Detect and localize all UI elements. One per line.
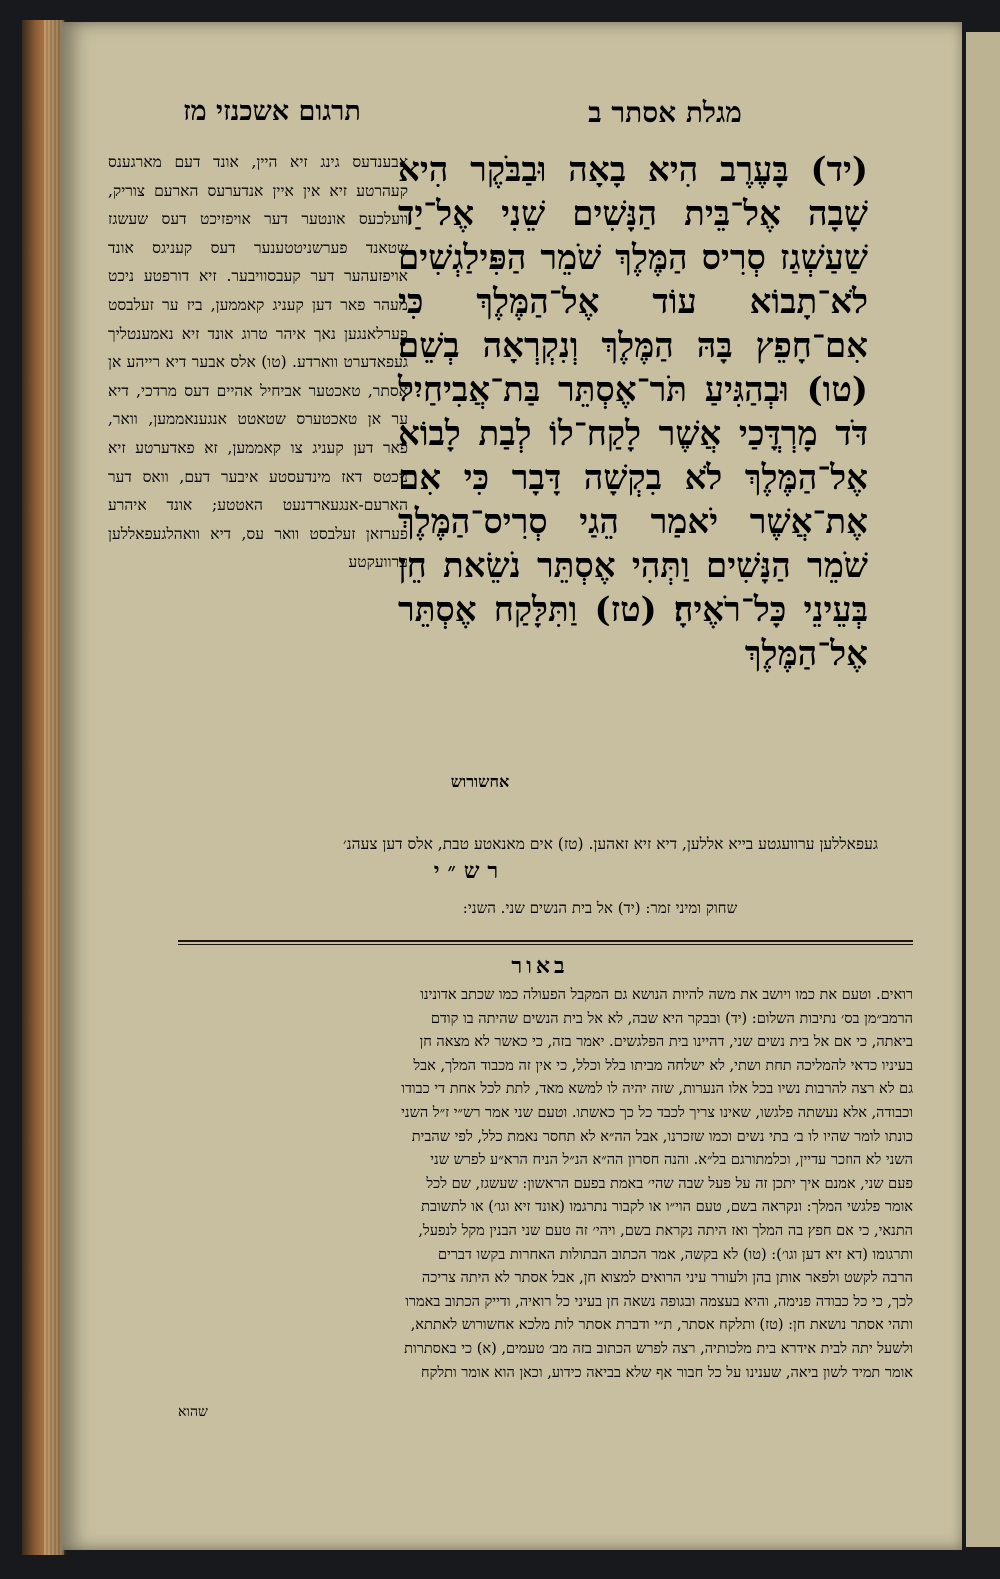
- biur-line: התנאי, כי אם חפץ בה המלך ואז היתה נקראת בשם, ויהי׳ זה טעם שני הבנין מקל לנפעל,: [418, 1222, 913, 1239]
- biur-line: ותרגומו (דא זיא דען וגו׳): (טו) לא בקשה, אמר הכתוב הבתולות האחרות בקשו דברים: [437, 1246, 913, 1263]
- biur-heading: באור: [511, 953, 569, 979]
- page-header-book-title: מגלת אסתר ב: [588, 96, 742, 129]
- biur-commentary: [178, 984, 913, 1385]
- biur-line: אומר פלגשי המלך: ונקראה בשם, טעם הוי״ו או לקבור נתרגמו (אונד זיא וגו׳) או לתשובת: [421, 1199, 913, 1216]
- section-divider: [178, 940, 913, 942]
- biur-line: רואים. וטעם את כמו ויושב את משה להיות הנושא גם המקבל הפעולה כמו שכתב אדונינו: [420, 987, 913, 1003]
- german-translation-column: אבענדעס גינג זיא היין, אונד דעם מארגענס קעהרטע זיא אין איין אנדערעס הארעם צוריק, וועלכעס אונטער דער אויפזיכט דעס שעשגז שטאנד פערשניטטענער דעס קעניגס אונד אויפזעהער דער קעבסוויבער. זיא דורפטע ניכט מעהר פאר דען קעניג קאממען, ביז ער זעלבסט פערלאנגען נאך איהר טרוג אונד זיא נאמענטליך געפאדערט ווארדע. (טו) אלס אבער דיא רייהע אן אסתר, טאכטער אביחיל אהיים דעס מרדכי, דיא ער אן טאכטערס שטאטט אנגענאממען, וואר, פאר דען קעניג צו קאממען, זא פאדערטע זיא ניכטס דאז מינדעסטע איבער דעם, וואס דער הארעם-אנגעארדנעט האטטע; אונד איהרע פערזאן זעלבסט וואר עס, דיא וואהלגעפאללען ערוועקטע: [108, 153, 408, 572]
- biur-line: בעיניו כדאי להמליכה תחת ושתי, לא ישלחה מביתו בלל וכלל, כי אין זה מכבוד המלך, אבל: [413, 1057, 913, 1074]
- section-divider-thin: [178, 944, 913, 945]
- biur-line: גם לא רצה להרבות נשיו בכל אלו הנערות, שזה יהיה לו למשא מאד, לתת לכל אחת די כבודו: [401, 1081, 913, 1098]
- page-edges: [44, 20, 64, 1555]
- biur-line: וכבודה, אלא נעשתה פלגשו, שאינו צריך לכבד כל כך כאשתו. וטעם שני אמר רש״י ז״ל השני: [401, 1104, 913, 1121]
- translation-continuation-line: געפאללען ערוועגטע בייא אללען, דיא זיא זאהען. (טז) אים מאנאטע טבת, אלס דען צעהנ׳: [343, 835, 878, 853]
- main-hebrew-text: (יד) בָּעֶרֶב הִיא בָאָה וּבַבֹּקֶר הִיא שָׁבָה אֶל־בֵּית הַנָּשִׁים שֵׁנִי אֶל־יַד שַׁעַשְׁגַז סְרִיס הַמֶּלֶךְ שֹׁמֵר הַפִּילַגְשִׁים לֹא־תָבוֹא עוֹד אֶל־הַמֶּלֶךְ כִּי אִם־חָפֵץ בָּהּ הַמֶּלֶךְ וְנִקְרְאָה בְשֵׁם׃ (טו) וּבְהַגִּיעַ תֹּר־אֶסְתֵּר בַּת־אֲבִיחַיִל דֹּד מָרְדֳּכַי אֲשֶׁר לָקַח־לוֹ לְבַת לָבוֹא אֶל־הַמֶּלֶךְ לֹא בִקְשָׁה דָּבָר כִּי אִם אֶת־אֲשֶׁר יֹאמַר הֵגַי סְרִיס־הַמֶּלֶךְ שֹׁמֵר הַנָּשִׁים וַתְּהִי אֶסְתֵּר נֹשֵׂאת חֵן בְּעֵינֵי כָּל־רֹאֶיהָ׃ (טז) וַתִּלָּקַח אֶסְתֵּר אֶל־הַמֶּלֶךְ: [398, 150, 868, 674]
- biur-line: הרבה לקשט ולפאר אותן בהן ולעורר עיני הרואים למצוא חן, אבל אסתר לא היתה צריכה: [421, 1270, 913, 1287]
- adjacent-page-edge: [966, 32, 1000, 1547]
- biur-line: הרמב״מן בס׳ נתיבות השלום: (יד) ובבקר היא שבה, לא אל בית הנשים שהיתה בו קודם: [430, 1010, 913, 1027]
- biur-line: ותהי אסתר נושאת חן: (טז) ותלקח אסתר, ת״י ודברת אסתר לות מלכא אחשורוש לאתתא,: [410, 1317, 913, 1334]
- biur-line: פעם שני, אמנם איך יתכן זה על פעל שבה שהי׳ באמת בפעם הראשון: שעשגז, שם לכל: [426, 1175, 913, 1192]
- page-header-translation: תרגום אשכנזי מז: [183, 96, 361, 127]
- biur-line: ולשעל יתה לבית אידרא בית מלכותיה, רצה לפרש הכתוב בזה מב׳ טעמים, (א) כי באסתרות: [404, 1340, 913, 1357]
- biur-line: השני לא הוזכר עדיין, וכלמתורגם בל״א. והנה חסרון הה״א הנ״ל הניח הרא״ע לפרש שני: [430, 1152, 913, 1169]
- biur-line: אומר תמיד לשון ביאה, שענינו על כל חבור אף שלא בביאה כידוע, וכאן הוא אומר ותלקח: [421, 1364, 913, 1381]
- biur-line: כונתו לומר שהיו לו ב׳ בתי נשים וכמו שזכרנו, אבל הה״א לא תחסר נאמת כלל, לפי שהבית: [411, 1128, 913, 1145]
- biur-catchword: שהוא: [178, 1404, 208, 1420]
- biur-line: לכך, כי כל כבודה פנימה, והיא בעצמה ובגופה נשאה חן בעיני כל רואיה, ודייק הכתוב באמרו: [405, 1293, 913, 1310]
- rashi-commentary: שחוק ומיני זמר: (יד) אל בית הנשים שני. השני:: [462, 899, 738, 917]
- rashi-heading: רש״י: [433, 858, 507, 884]
- main-catchword: אחשורוש: [450, 772, 510, 791]
- biur-line: ביאתה, כי אם אל בית נשים שני, דהיינו בית הפלגשים. יאמר בזה, כי כאשר לא מצאה חן: [419, 1034, 913, 1051]
